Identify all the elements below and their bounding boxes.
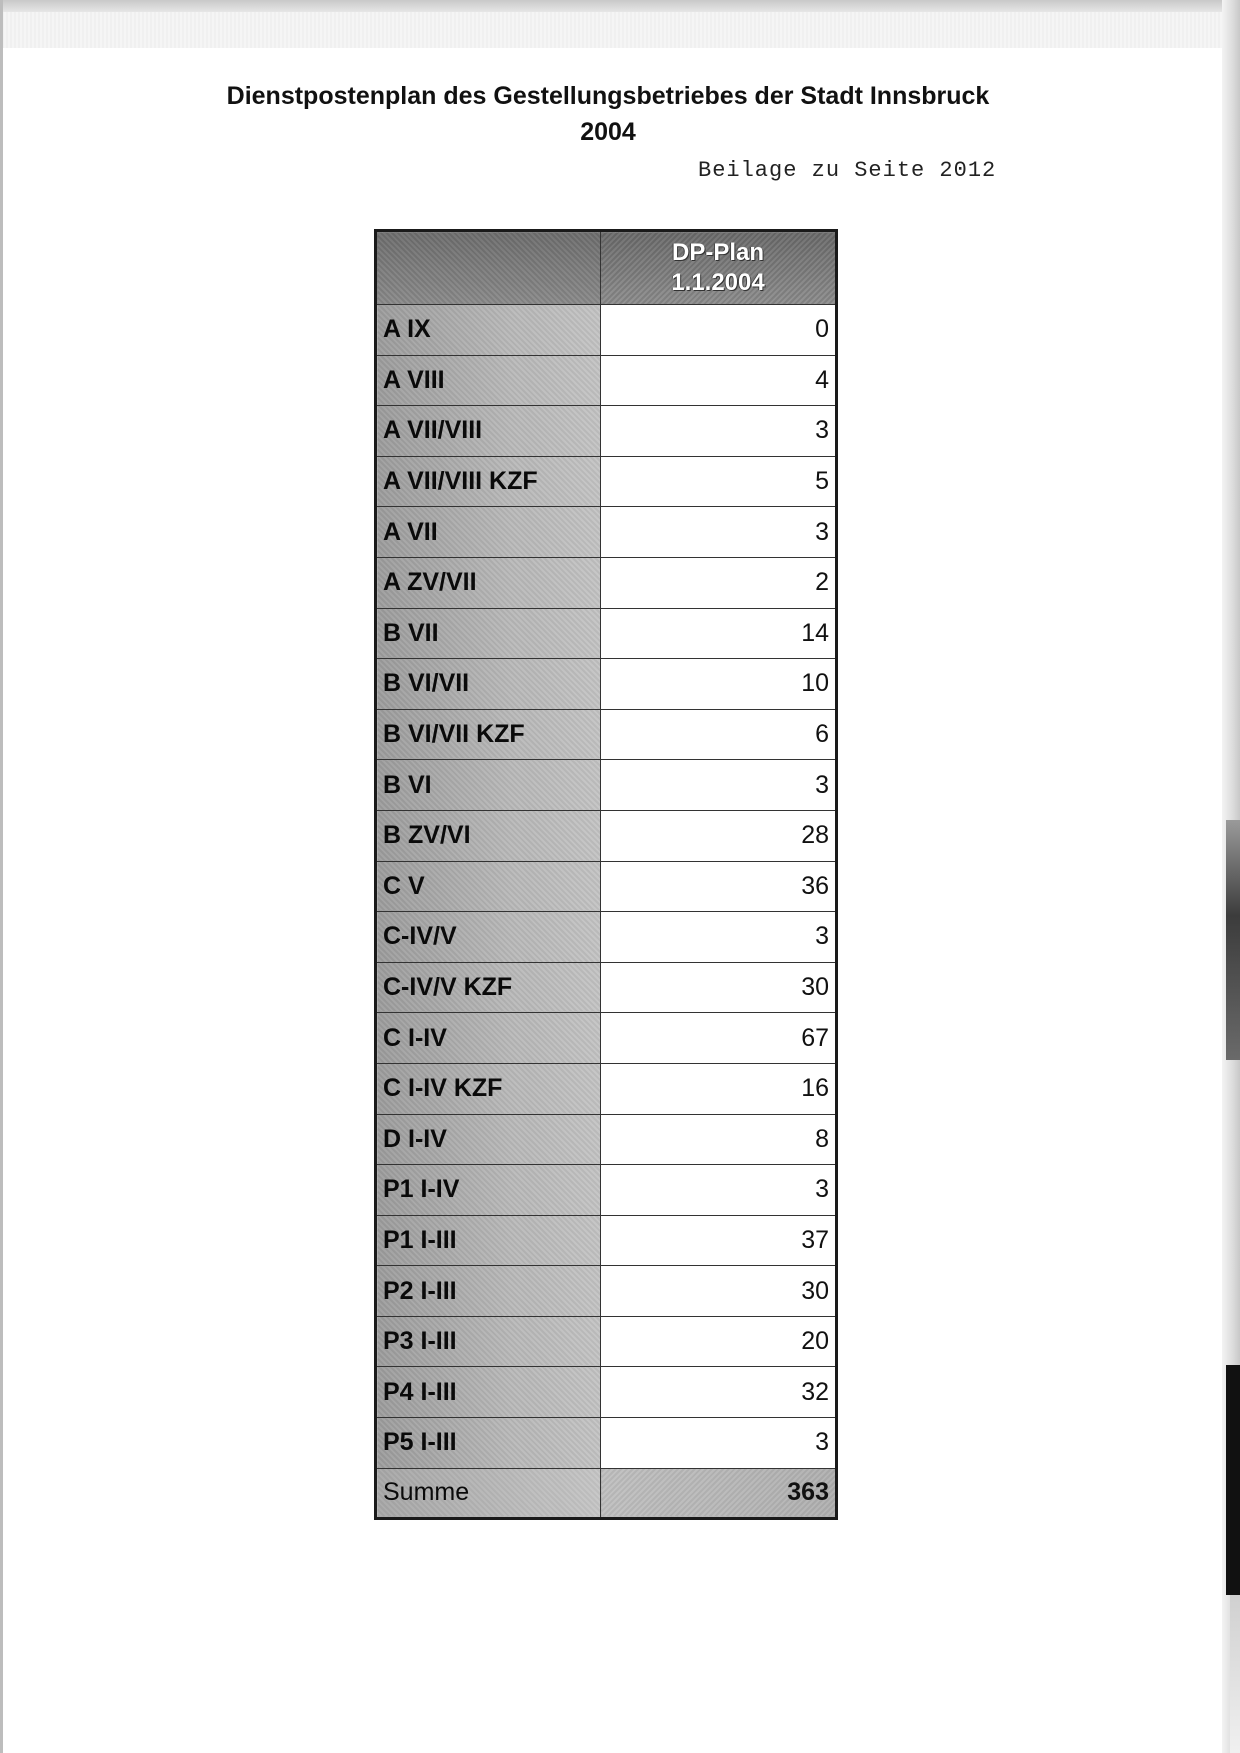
table-row bbox=[376, 406, 837, 457]
position-count: 14 bbox=[601, 608, 837, 659]
pay-grade-label: C V bbox=[376, 861, 601, 912]
pay-grade-label: P2 I-III bbox=[376, 1266, 601, 1317]
pay-grade-label: B VI bbox=[376, 760, 601, 811]
position-count: 30 bbox=[601, 962, 837, 1013]
table-row bbox=[376, 507, 837, 558]
table-body bbox=[376, 305, 837, 1519]
table-row bbox=[376, 861, 837, 912]
position-count: 30 bbox=[601, 1266, 837, 1317]
position-count: 67 bbox=[601, 1013, 837, 1064]
position-count: 3 bbox=[601, 406, 837, 457]
pay-grade-label: C I-IV KZF bbox=[376, 1063, 601, 1114]
pay-grade-label: P1 I-III bbox=[376, 1215, 601, 1266]
pay-grade-label: A IX bbox=[376, 305, 601, 356]
position-count: 8 bbox=[601, 1114, 837, 1165]
pay-grade-label: A ZV/VII bbox=[376, 557, 601, 608]
pay-grade-label: D I-IV bbox=[376, 1114, 601, 1165]
table-row bbox=[376, 1114, 837, 1165]
position-count: 3 bbox=[601, 1418, 837, 1469]
beilage-note: Beilage zu Seite 2012 bbox=[698, 158, 997, 183]
table-row bbox=[376, 709, 837, 760]
pay-grade-label: A VII/VIII KZF bbox=[376, 456, 601, 507]
position-count: 0 bbox=[601, 305, 837, 356]
table-row bbox=[376, 557, 837, 608]
table-row bbox=[376, 456, 837, 507]
scan-top-edge bbox=[0, 0, 1240, 12]
pay-grade-label: C-IV/V bbox=[376, 912, 601, 963]
pay-grade-label: B ZV/VI bbox=[376, 810, 601, 861]
table-row bbox=[376, 1215, 837, 1266]
scan-right-shadow bbox=[1226, 820, 1240, 1060]
table-row bbox=[376, 305, 837, 356]
dienstposten-table bbox=[374, 229, 838, 1520]
scan-right-shadow bbox=[1226, 1365, 1240, 1595]
position-count: 37 bbox=[601, 1215, 837, 1266]
position-count: 5 bbox=[601, 456, 837, 507]
position-count: 6 bbox=[601, 709, 837, 760]
scan-top-band bbox=[0, 12, 1240, 48]
sum-label: Summe bbox=[376, 1468, 601, 1518]
pay-grade-label: B VII bbox=[376, 608, 601, 659]
scan-right-shadow bbox=[1230, 1595, 1240, 1753]
table-header-dp-plan-label: DP-Plan bbox=[671, 239, 764, 266]
position-count: 4 bbox=[601, 355, 837, 406]
position-count: 3 bbox=[601, 912, 837, 963]
table-row bbox=[376, 1266, 837, 1317]
table-row bbox=[376, 608, 837, 659]
pay-grade-label: P3 I-III bbox=[376, 1316, 601, 1367]
document-title bbox=[0, 78, 1216, 150]
table-row bbox=[376, 760, 837, 811]
pay-grade-label: C I-IV bbox=[376, 1013, 601, 1064]
position-count: 3 bbox=[601, 507, 837, 558]
pay-grade-label: A VII bbox=[376, 507, 601, 558]
document-title-line1: Dienstpostenplan des Gestellungsbetriebes der Stadt Innsbruck bbox=[226, 82, 990, 110]
table-header-dp-plan bbox=[601, 231, 837, 305]
table-row bbox=[376, 1063, 837, 1114]
scan-left-edge bbox=[0, 0, 3, 1753]
table-row bbox=[376, 355, 837, 406]
table-row bbox=[376, 1316, 837, 1367]
document-title-year: 2004 bbox=[580, 118, 636, 146]
table-header-dp-plan-date: 1.1.2004 bbox=[671, 269, 765, 296]
pay-grade-label: A VII/VIII bbox=[376, 406, 601, 457]
table-row bbox=[376, 659, 837, 710]
position-count: 16 bbox=[601, 1063, 837, 1114]
table-row bbox=[376, 1013, 837, 1064]
pay-grade-label: C-IV/V KZF bbox=[376, 962, 601, 1013]
position-count: 36 bbox=[601, 861, 837, 912]
table-row bbox=[376, 1418, 837, 1469]
pay-grade-label: B VI/VII KZF bbox=[376, 709, 601, 760]
position-count: 32 bbox=[601, 1367, 837, 1418]
pay-grade-label: P5 I-III bbox=[376, 1418, 601, 1469]
position-count: 3 bbox=[601, 1165, 837, 1216]
pay-grade-label: P1 I-IV bbox=[376, 1165, 601, 1216]
table-row bbox=[376, 962, 837, 1013]
pay-grade-label: A VIII bbox=[376, 355, 601, 406]
position-count: 20 bbox=[601, 1316, 837, 1367]
position-count: 2 bbox=[601, 557, 837, 608]
table-row bbox=[376, 1367, 837, 1418]
table-row bbox=[376, 912, 837, 963]
table-header-row bbox=[376, 231, 837, 305]
position-count: 3 bbox=[601, 760, 837, 811]
position-count: 10 bbox=[601, 659, 837, 710]
table-row bbox=[376, 1165, 837, 1216]
pay-grade-label: B VI/VII bbox=[376, 659, 601, 710]
sum-value: 363 bbox=[601, 1468, 837, 1518]
pay-grade-label: P4 I-III bbox=[376, 1367, 601, 1418]
table-row bbox=[376, 810, 837, 861]
table-sum-row bbox=[376, 1468, 837, 1518]
table-header-corner bbox=[376, 231, 601, 305]
position-count: 28 bbox=[601, 810, 837, 861]
